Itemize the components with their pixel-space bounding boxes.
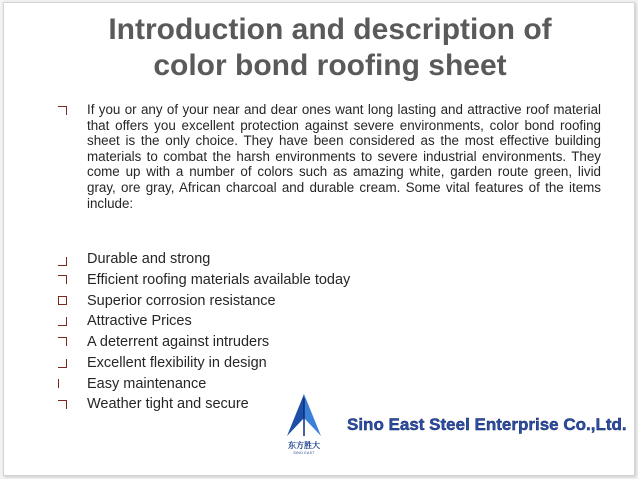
feature-item-8: Weather tight and secure — [87, 396, 249, 412]
title-line-2: color bond roofing sheet — [153, 49, 507, 82]
feature-item-3: Superior corrosion resistance — [87, 293, 276, 309]
bullet-icon — [58, 400, 67, 409]
feature-item-7: Easy maintenance — [87, 376, 207, 392]
bullet-icon — [58, 359, 67, 368]
intro-bullet-icon — [58, 106, 67, 115]
feature-item-2: Efficient roofing materials available today — [87, 272, 351, 288]
feature-item-6: Excellent flexibility in design — [87, 355, 267, 371]
company-name: Sino East Steel Enterprise Co.,Ltd. — [347, 415, 627, 434]
feature-item-4: Attractive Prices — [87, 313, 192, 329]
bullet-icon — [58, 337, 67, 346]
bullet-icon — [58, 379, 67, 388]
intro-paragraph: If you or any of your near and dear ones want long lasting and attractive roof material that offers you excellent protection against severe environments, color bond roofing sheet is the only choice. They have been considered as the most effective building materials to combat the harsh environments to severe industrial environments. They come up with a number of colors such as amazing white, garden route green, livid gray, ore gray, African charcoal and durable cream. Some vital features of the items include: — [87, 102, 601, 211]
title-line-1: Introduction and description of — [108, 13, 552, 46]
logo-english-name: SINO EAST — [293, 451, 315, 455]
bullet-icon — [58, 296, 67, 305]
slide-title — [60, 12, 600, 84]
bullet-icon — [58, 257, 67, 266]
logo-chinese-name: 东方胜大 — [288, 441, 320, 450]
feature-item-1: Durable and strong — [87, 251, 211, 267]
bullet-icon — [58, 317, 67, 326]
bullet-icon — [58, 275, 67, 284]
feature-item-5: A deterrent against intruders — [87, 334, 270, 350]
